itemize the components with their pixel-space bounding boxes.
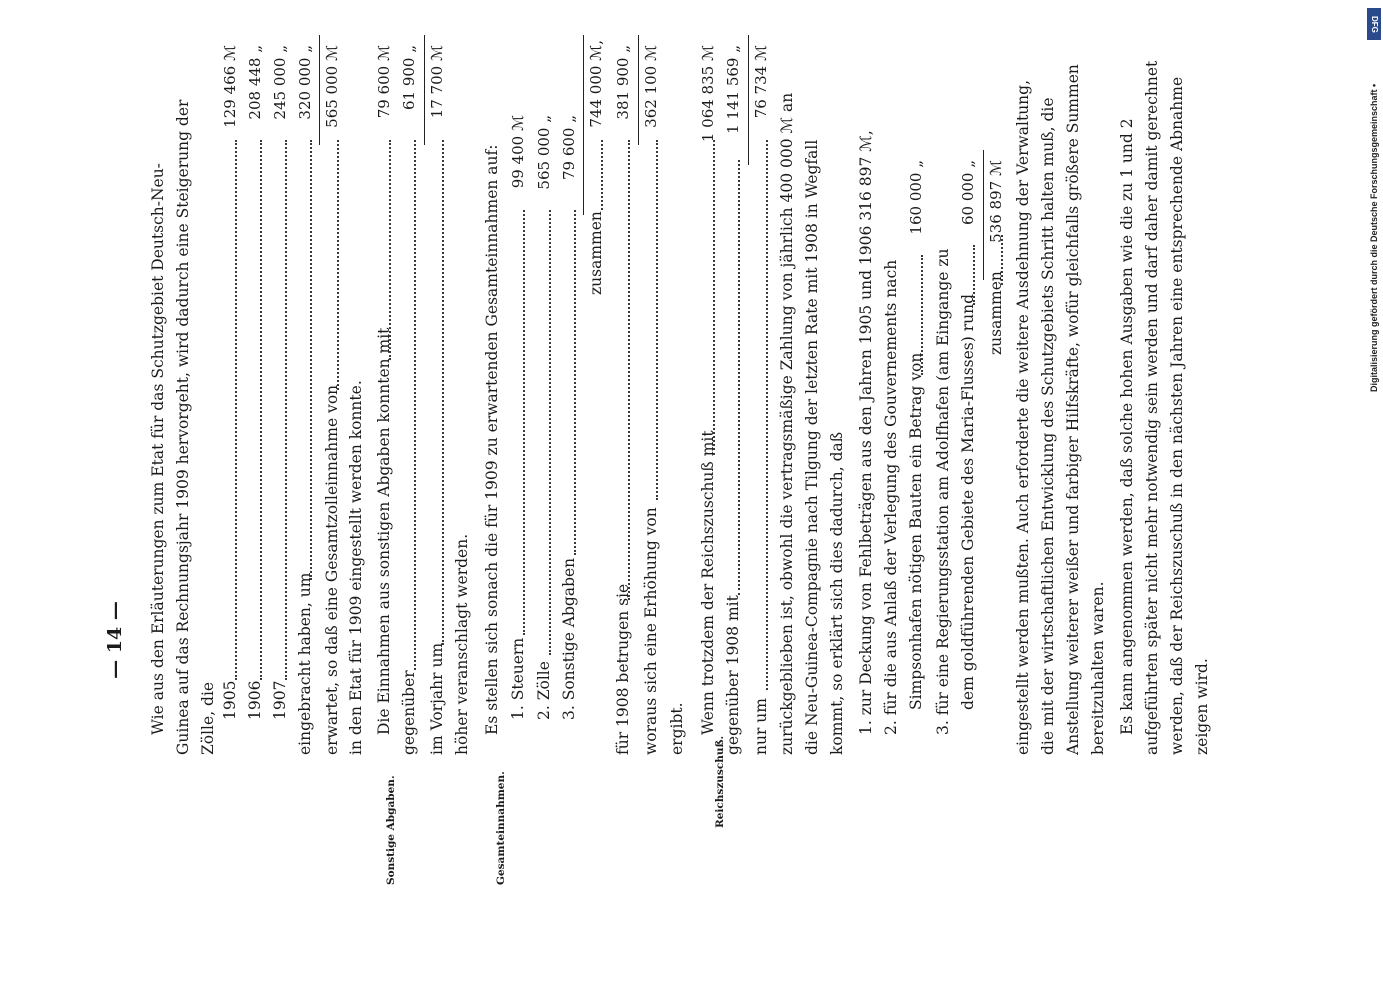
text-line: nur um bbox=[752, 698, 770, 755]
list-item-label: 3. Sonstige Abgaben bbox=[560, 557, 578, 720]
text-line: für 1908 betrugen sie bbox=[614, 583, 632, 755]
list-item-value: 60 000 „ bbox=[959, 160, 977, 226]
dot-leader bbox=[523, 210, 525, 635]
text-line: Die Einnahmen aus sonstigen Abgaben konnten mit bbox=[375, 327, 393, 735]
year-label: 1906 bbox=[246, 680, 264, 720]
dot-leader bbox=[549, 210, 551, 655]
sum-rule bbox=[319, 35, 320, 145]
amount-value: 79 600 ℳ bbox=[375, 45, 393, 119]
sum-rule bbox=[638, 35, 639, 145]
amount-value: 17 700 ℳ bbox=[428, 45, 446, 119]
list-item: Simpsonhafen nötigen Bauten ein Betrag von bbox=[907, 352, 925, 710]
list-item-value: 99 400 ℳ bbox=[509, 115, 527, 189]
year-value: 129 466 ℳ bbox=[221, 45, 239, 128]
margin-note-gesamt: Gesamteinnahmen. bbox=[495, 771, 507, 885]
amount-value: 744 000 ℳ, bbox=[587, 40, 605, 128]
list-item-value: 160 000 „ bbox=[907, 160, 925, 235]
amount-value: 381 900 „ bbox=[614, 45, 632, 120]
text-line: kommt, so erklärt sich dies dadurch, daß bbox=[828, 431, 846, 755]
list-item-label: 1. Steuern bbox=[509, 637, 527, 720]
dot-leader bbox=[973, 245, 975, 305]
text-line: Zölle, die bbox=[199, 681, 217, 755]
text-line: Guinea auf das Rechnungsjahr 1909 hervorgeht, wird dadurch eine Steigerung der bbox=[174, 99, 192, 755]
text-line: Anstellung weiterer weißer und farbiger Hilfskräfte, wofür gleichfalls größere Summen bbox=[1064, 64, 1082, 755]
sum-rule bbox=[583, 35, 584, 215]
list-item-label: 2. Zölle bbox=[535, 661, 553, 720]
credit-text: Digitalisierung gefördert durch die Deutsche Forschungsgemeinschaft • bbox=[1369, 83, 1379, 392]
text-line: die mit der wirtschaftlichen Entwicklung des Schutzgebiets Schritt halten muß, die bbox=[1039, 97, 1057, 755]
text-line: im Vorjahr um bbox=[428, 642, 446, 755]
list-item: 2. für die aus Anlaß der Verlegung des Gouvernements nach bbox=[882, 259, 900, 735]
text-line: Es stellen sich sonach die für 1909 zu erwartenden Gesamteinnahmen auf: bbox=[483, 144, 501, 735]
list-item-value: 565 000 „ bbox=[535, 115, 553, 190]
year-label: 1907 bbox=[271, 680, 289, 720]
dot-leader bbox=[285, 140, 287, 680]
dot-leader bbox=[766, 140, 768, 690]
dot-leader bbox=[574, 210, 576, 555]
text-line: zeigen wird. bbox=[1193, 658, 1211, 755]
text-line: erwartet, so daß eine Gesamtzolleinnahme von bbox=[323, 384, 341, 755]
text-line: eingebracht haben, um bbox=[296, 572, 314, 755]
amount-value: 362 100 ℳ bbox=[642, 45, 660, 128]
amount-value: 1 141 569 „ bbox=[724, 45, 742, 134]
dot-leader bbox=[656, 140, 658, 500]
text-line: in den Etat für 1909 eingestellt werden konnte. bbox=[347, 380, 365, 755]
dot-leader bbox=[389, 140, 391, 360]
year-value: 245 000 „ bbox=[271, 45, 289, 120]
text-line: zusammen bbox=[987, 271, 1005, 355]
text-line: zusammen bbox=[587, 211, 605, 295]
list-item-value: 79 600 „ bbox=[560, 115, 578, 181]
page-number: — 14 — bbox=[104, 601, 126, 679]
text-line: woraus sich eine Erhöhung von bbox=[642, 507, 660, 755]
list-item: 3. für eine Regierungsstation am Adolfhafen (am Eingange zu bbox=[934, 248, 952, 735]
text-line: werden, daß der Reichszuschuß in den nächsten Jahren eine entsprechende Abnahme bbox=[1168, 76, 1186, 755]
dot-leader bbox=[628, 140, 630, 600]
text-line: zurückgeblieben ist, obwohl die vertragsmäßige Zahlung von jährlich 400 000 ℳ an bbox=[778, 92, 796, 755]
text-line: eingestellt werden mußten. Auch erforderte die weitere Ausdehnung der Verwaltung, bbox=[1014, 79, 1032, 755]
dot-leader bbox=[337, 140, 339, 390]
text-line: Wenn trotzdem der Reichszuschuß mit bbox=[699, 430, 717, 735]
dot-leader bbox=[713, 140, 715, 455]
sum-rule bbox=[748, 35, 749, 165]
dot-leader bbox=[601, 140, 603, 210]
sum-rule bbox=[983, 150, 984, 280]
dot-leader bbox=[414, 140, 416, 670]
text-line: gegenüber bbox=[400, 670, 418, 755]
dot-leader bbox=[738, 160, 740, 595]
margin-note-sonstige: Sonstige Abgaben. bbox=[385, 775, 397, 885]
amount-value: 1 064 835 ℳ bbox=[699, 45, 717, 143]
amount-value: 76 734 ℳ bbox=[752, 45, 770, 119]
dot-leader bbox=[235, 140, 237, 680]
sum-rule bbox=[424, 35, 425, 145]
amount-value: 536 897 ℳ bbox=[987, 160, 1005, 243]
text-line: bereitzuhalten waren. bbox=[1089, 581, 1107, 755]
list-item: dem goldführenden Gebiete des Maria-Flusses) rund bbox=[959, 294, 977, 710]
text-line: Wie aus den Erläuterungen zum Etat für das Schutzgebiet Deutsch-Neu- bbox=[149, 163, 167, 735]
amount-value: 61 900 „ bbox=[400, 45, 418, 111]
dot-leader bbox=[260, 140, 262, 680]
text-line: die Neu-Guinea-Compagnie nach Tilgung der letzten Rate mit 1908 in Wegfall bbox=[803, 139, 821, 755]
text-line: höher veranschlagt werden. bbox=[453, 533, 471, 755]
dot-leader bbox=[310, 140, 312, 580]
year-label: 1905 bbox=[221, 680, 239, 720]
amount-value: 565 000 ℳ bbox=[323, 45, 341, 128]
text-line: Es kann angenommen werden, daß solche hohen Ausgaben wie die zu 1 und 2 bbox=[1118, 118, 1136, 735]
amount-value: 320 000 „ bbox=[296, 45, 314, 120]
dfg-logo: DFG bbox=[1367, 8, 1381, 40]
text-line: gegenüber 1908 mit bbox=[724, 595, 742, 755]
text-line: ergibt. bbox=[668, 702, 686, 755]
dot-leader bbox=[921, 255, 923, 375]
list-item: 1. zur Deckung von Fehlbeträgen aus den Jahren 1905 und 1906 316 897 ℳ, bbox=[857, 130, 875, 735]
dot-leader bbox=[442, 140, 444, 645]
margin-note-reichszuschuss: Reichszuschuß. bbox=[714, 735, 726, 828]
year-value: 208 448 „ bbox=[246, 45, 264, 120]
digitization-credit bbox=[1367, 0, 1383, 1000]
text-line: aufgeführten später nicht mehr notwendig sein werden und darf daher damit gerechnet bbox=[1143, 60, 1161, 755]
